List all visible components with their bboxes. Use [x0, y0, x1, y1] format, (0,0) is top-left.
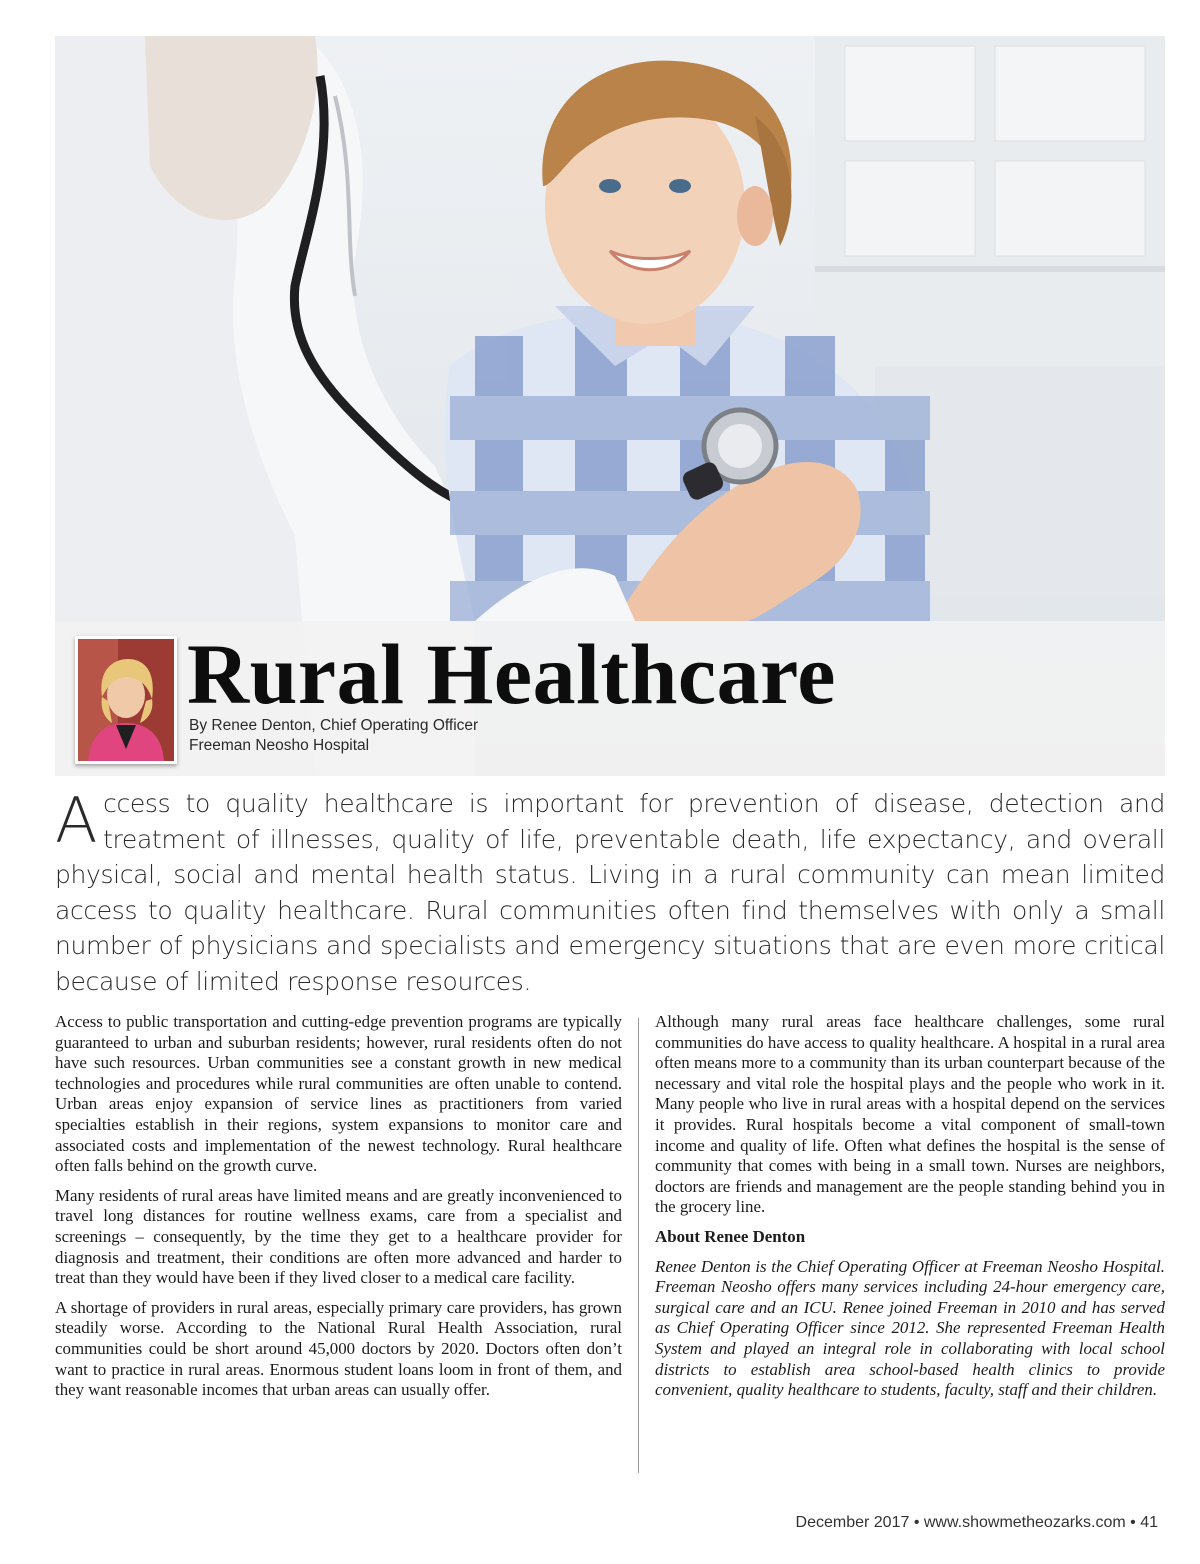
author-portrait	[75, 636, 177, 764]
right-column	[655, 1012, 1165, 1410]
byline	[189, 716, 478, 756]
lead-paragraph	[55, 786, 1165, 999]
drop-cap: A	[55, 784, 98, 857]
about-author-heading: About Renee Denton	[655, 1226, 806, 1246]
author-portrait-illustration	[78, 639, 174, 761]
article-title: Rural Healthcare	[187, 626, 836, 722]
about-author-text: Renee Denton is the Chief Operating Officer at Freeman Neosho Hospital. Freeman Neosho offers many services including 24-hour emergency care, surgical care and an ICU. Renee joined Freeman in 2010 and has served as Chief Operating Officer since 2012. She represented Freeman Health System and played an integral role in collaborating with local school districts to establish area school-based health clinics to provide convenient, quality healthcare to students, faculty, staff and their children.	[655, 1256, 1165, 1400]
body-paragraph: Many residents of rural areas have limited means and are greatly inconvenienced to travel long distances for routine wellness exams, care from a specialist and screenings – consequently, by the time they get to a healthcare provider for diagnosis and treatment, their conditions are often more advanced and harder to treat than they would have been if they lived closer to a medical care facility.	[55, 1185, 622, 1288]
left-column	[55, 1012, 622, 1410]
body-paragraph: Although many rural areas face healthcare challenges, some rural communities do have access to quality healthcare. A hospital in a rural area often means more to a community than its urban counterpart because of the necessary and vital role the hospital plays and the people who work in it. Many people who live in rural areas with a hospital depend on the services it provides. Rural hospitals become a vital component of small-town income and quality of life. Often what defines the hospital is the sense of community that comes with being in a small town. Nurses are neighbors, doctors are friends and management are the people standing behind you in the grocery line.	[655, 1012, 1165, 1217]
body-paragraph: Access to public transportation and cutting-edge prevention programs are typically guaranteed to urban and suburban residents; however, rural residents often do not have such resources. Urban communities see a constant growth in new medical technologies and procedures while rural communities are often unable to contend. Urban areas enjoy expansion of service lines as practitioners from varied specialties establish in their regions, system expansions to monitor care and associated costs and implementation of the newest technology. Rural healthcare often falls behind on the growth curve.	[55, 1012, 622, 1176]
byline-organization: Freeman Neosho Hospital	[189, 737, 370, 754]
column-divider	[638, 1018, 639, 1473]
page-footer: December 2017 • www.showmetheozarks.com • 41	[795, 1514, 1158, 1531]
lead-text: ccess to quality healthcare is important for prevention of disease, detection and treatment of illnesses, quality of life, preventable death, life expectancy, and overall physical, social and mental health status. Living in a rural community can mean limited access to quality healthcare. Rural communities often find themselves with only a small number of physicians and specialists and emergency situations that are even more critical because of limited response resources.	[55, 789, 1165, 996]
byline-author: By Renee Denton, Chief Operating Officer	[189, 717, 479, 734]
body-paragraph: A shortage of providers in rural areas, especially primary care providers, has grown steadily worse. According to the National Rural Health Association, rural communities could be short around 45,000 doctors by 2020. Doctors often don’t want to practice in rural areas. Enormous student loans loom in front of them, and they want reasonable incomes that urban areas can usually offer.	[55, 1297, 622, 1400]
hero-photo	[55, 36, 1165, 776]
